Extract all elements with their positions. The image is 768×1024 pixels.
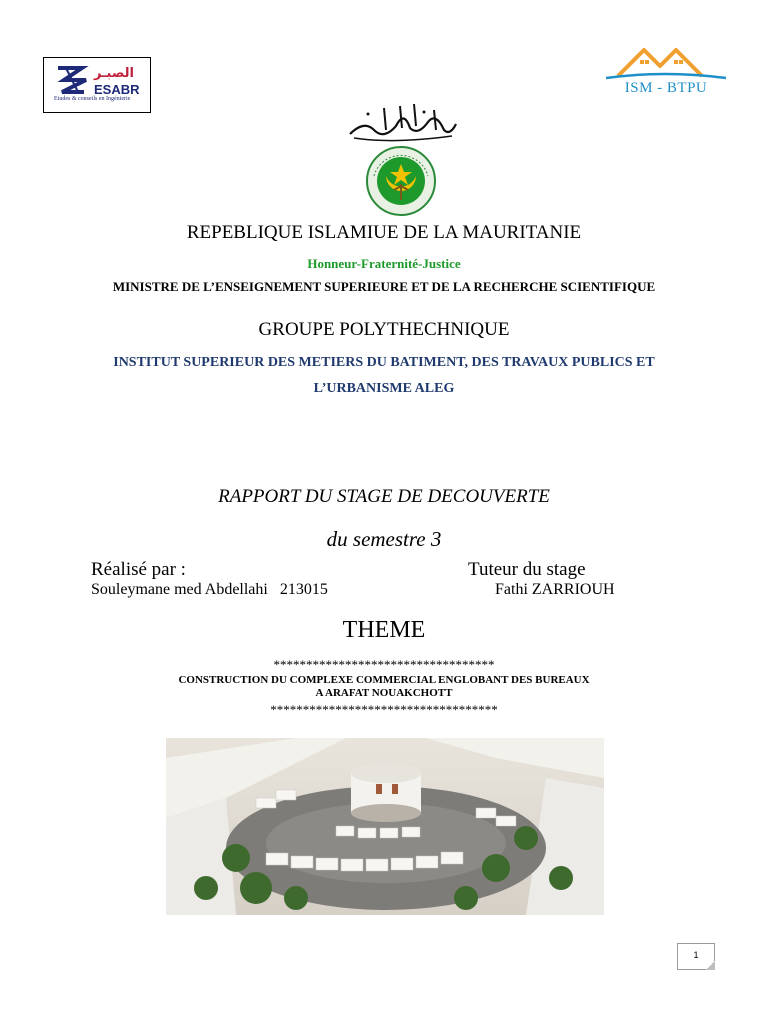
esabr-name: ESABR bbox=[94, 82, 140, 97]
page-fold-icon bbox=[706, 961, 715, 970]
houses-icon bbox=[604, 44, 728, 84]
report-semester: du semestre 3 bbox=[326, 527, 442, 551]
esabr-logo bbox=[43, 57, 151, 113]
esabr-tagline: Etudes & conseils en Ingénierie bbox=[54, 96, 131, 102]
national-seal-icon bbox=[364, 146, 438, 216]
groupe-name: GROUPE POLYTHECHNIQUE bbox=[258, 319, 510, 340]
theme-stars-top: ********************************** bbox=[273, 657, 495, 672]
student-name: Souleymane med Abdellahi 213015 bbox=[91, 581, 328, 598]
tutor-name: Fathi ZARRIOUH bbox=[495, 581, 615, 598]
tuteur-label: Tuteur du stage bbox=[468, 559, 586, 580]
report-title: RAPPORT DU STAGE DE DECOUVERTE bbox=[218, 486, 550, 507]
institut-line-2: L’URBANISME ALEG bbox=[313, 381, 455, 396]
republic-title: REPEBLIQUE ISLAMIUE DE LA MAURITANIE bbox=[186, 222, 582, 243]
page-number-value: 1 bbox=[693, 950, 699, 960]
ism-btpu-logo bbox=[604, 44, 728, 100]
theme-heading: THEME bbox=[342, 617, 426, 643]
page-number bbox=[677, 943, 715, 970]
building-render-image bbox=[166, 738, 604, 915]
esabr-emblem-icon bbox=[56, 64, 90, 94]
national-motto: Honneur-Fraternité-Justice bbox=[307, 256, 461, 271]
esabr-arabic-name: الصبـر bbox=[94, 66, 134, 81]
ministry-name: MINISTRE DE L’ENSEIGNEMENT SUPERIEURE ET DE LA RECHERCHE SCIENTIFIQUE bbox=[112, 279, 656, 294]
theme-title-line-2: A ARAFAT NOUAKCHOTT bbox=[315, 687, 453, 699]
theme-stars-bottom: *********************************** bbox=[270, 702, 498, 717]
institut-name bbox=[0, 350, 768, 402]
institut-line-1: INSTITUT SUPERIEUR DES METIERS DU BATIMENT, DES TRAVAUX PUBLICS ET bbox=[113, 355, 655, 370]
basmala-calligraphy bbox=[344, 100, 460, 144]
theme-title-line-1: CONSTRUCTION DU COMPLEXE COMMERCIAL ENGLOBANT DES BUREAUX bbox=[178, 674, 590, 686]
ism-btpu-label: ISM - BTPU bbox=[624, 80, 708, 96]
realise-par-label: Réalisé par : bbox=[91, 559, 186, 580]
